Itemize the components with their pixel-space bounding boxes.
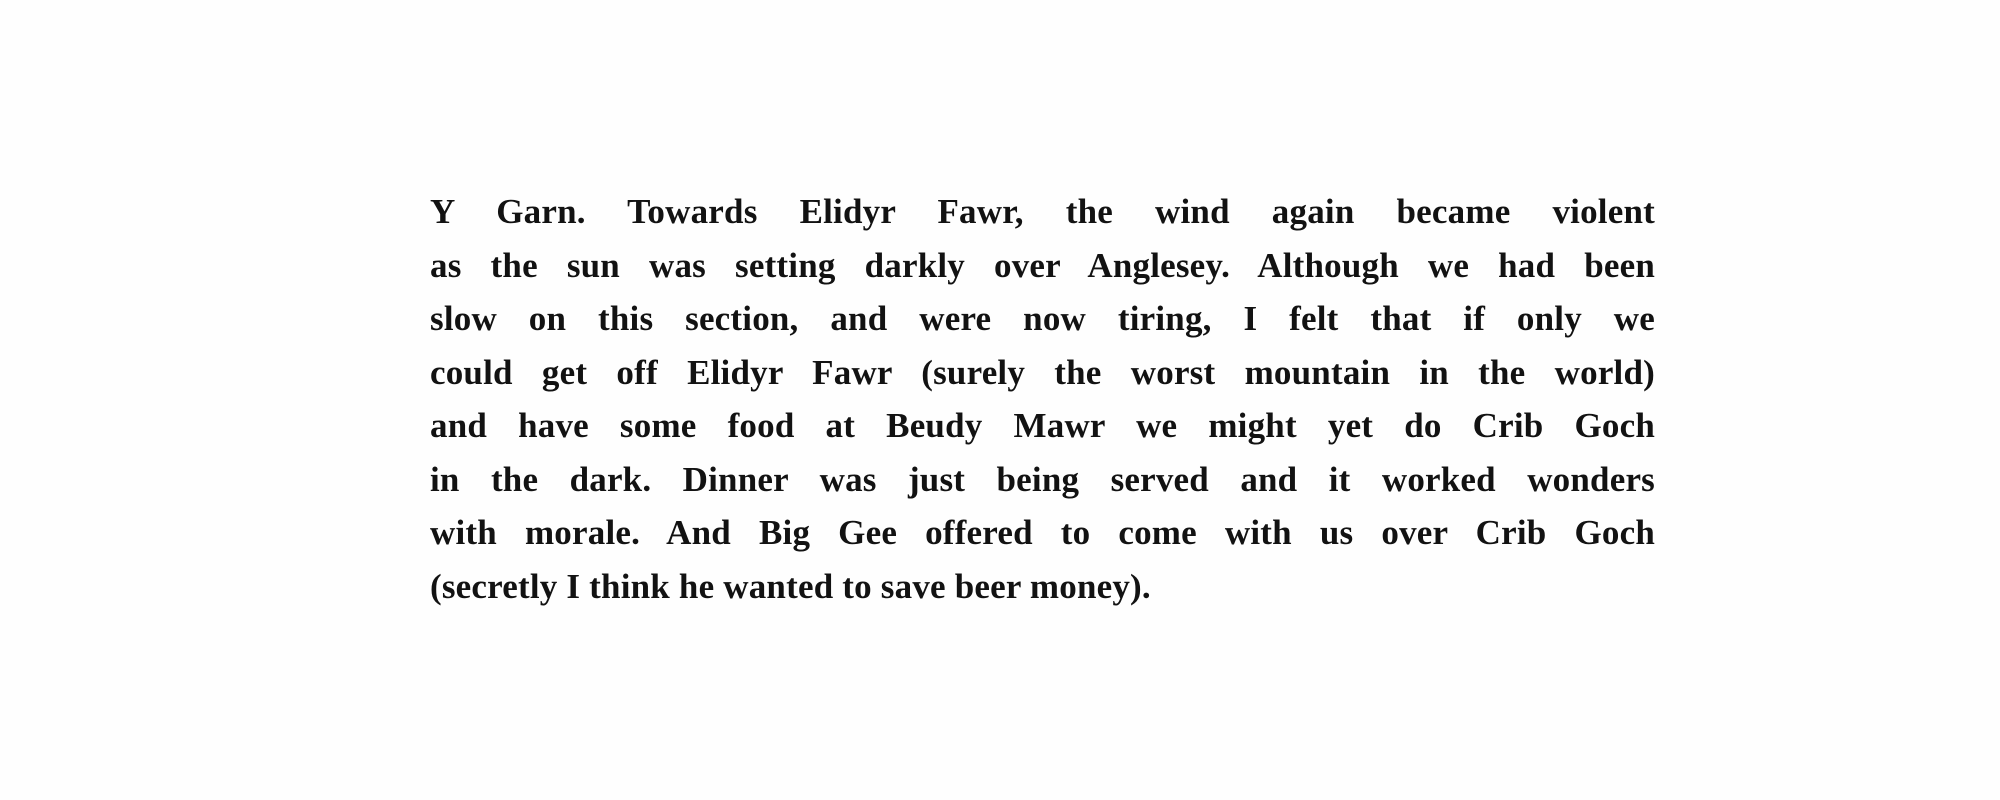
text-line: with morale. And Big Gee offered to come with us over Crib Goch — [430, 513, 1655, 552]
text-line: Y Garn. Towards Elidyr Fawr, the wind again became violent — [430, 192, 1655, 231]
paragraph — [430, 185, 1655, 613]
text-line: slow on this section, and were now tiring, I felt that if only we — [430, 299, 1655, 338]
text-line: as the sun was setting darkly over Anglesey. Although we had been — [430, 245, 1655, 285]
text-line: and have some food at Beudy Mawr we might yet do Crib Goch — [430, 406, 1655, 445]
body-text-block — [430, 185, 1655, 613]
text-line: could get off Elidyr Fawr (surely the worst mountain in the world) — [430, 352, 1655, 392]
text-line: in the dark. Dinner was just being served and it worked wonders — [430, 459, 1655, 499]
text-line: (secretly I think he wanted to save beer money). — [430, 566, 1151, 606]
